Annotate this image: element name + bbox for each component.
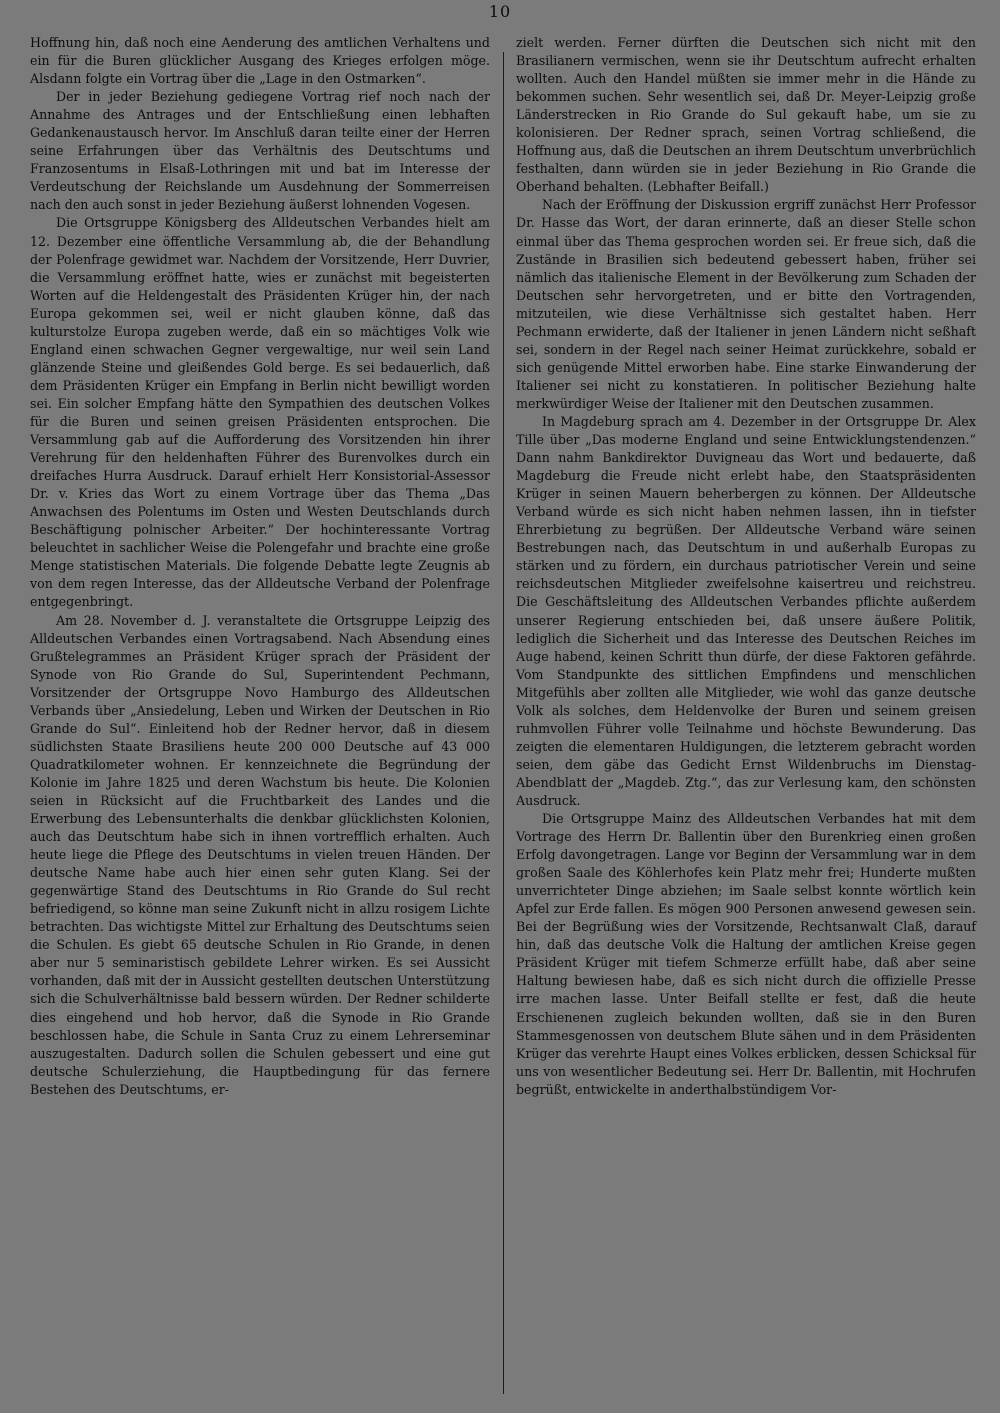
paragraph-discussion: Nach der Eröffnung der Diskussion ergriff zunächst Herr Professor Dr. Hasse das Wort, der daran erinnerte, daß an dieser Stelle schon einmal über das Thema gesprochen worden sei. Er freue sich, daß die Zustände in Brasilien sich bedeutend gebessert haben, früher sei nämlich das italienische Element in der Bevölkerung zum Schaden der Deutschen sehr hervorgetreten, und er bitte den Vortragenden, mitzuteilen, wie diese Verhältnisse sich gestaltet haben. Herr Pechmann erwiderte, daß der Italiener in jenen Ländern nicht seßhaft sei, sondern in der Regel nach seiner Heimat zurückkehre, sobald er sich genügende Mittel erworben habe. Eine starke Einwanderung der Italiener sei nicht zu konstatieren. In politischer Beziehung halte merkwürdiger Weise der Italiener mit den Deutschen zusammen. — [516, 197, 976, 411]
left-column — [30, 34, 490, 1394]
paragraph-leipzig: Am 28. November d. J. veranstaltete die Ortsgruppe Leipzig des Alldeutschen Verbandes einen Vortragsabend. Nach Absendung eines Grußtelegrammes an Präsident Krüger sprach der Präsident der Synode von Rio Grande do Sul, Superintendent Pechmann, Vorsitzender der Ortsgruppe Novo Hamburgo des Alldeutschen Verbands über „Ansiedelung, Leben und Wirken der Deutschen in Rio Grande do Sul“. Einleitend hob der Redner hervor, daß in diesem südlichsten Staate Brasiliens heute 200 000 Deutsche auf 43 000 Quadratkilometer wohnen. Er kennzeichnete die Begründung der Kolonie im Jahre 1825 und deren Wachstum bis heute. Die Kolonien seien in Rücksicht auf die Fruchtbarkeit des Landes und die Erwerbung des Lebensunterhalts die denkbar glücklichsten Kolonien, auch das Deutschtum habe sich in ihnen vortrefflich erhalten. Auch heute liege die Pflege des Deutschtums in vielen treuen Händen. Der deutsche Name habe auch hier einen sehr guten Klang. Sei der gegenwärtige Stand des Deutschtums in Rio Grande do Sul recht befriedigend, so könne man seine Zukunft nicht in allzu rosigem Lichte betrachten. Das wichtigste Mittel zur Erhaltung des Deutschtums seien die Schulen. Es giebt 65 deutsche Schulen in Rio Grande, in denen aber nur 5 seminaristisch gebildete Lehrer wirken. Es sei Aussicht vorhanden, daß mit der in Aussicht gestellten deutschen Unterstützung sich die Schulverhältnisse bald bessern würden. Der Redner schilderte dies eingehend und hob hervor, daß die Synode in Rio Grande beschlossen habe, die Schule in Santa Cruz zu einem Lehrerseminar auszugestalten. Dadurch sollen die Schulen gebessert und eine gut deutsche Schulerziehung, die Hauptbedingung für das fernere Bestehen des Deutschtums, er- — [30, 612, 490, 1097]
right-column — [516, 34, 976, 1394]
page-number: 10 — [488, 2, 512, 21]
paragraph-magdeburg: In Magdeburg sprach am 4. Dezember in der Ortsgruppe Dr. Alex Tille über „Das moderne England und seine Entwicklungstendenzen.“ Dann nahm Bankdirektor Duvigneau das Wort und bedauerte, daß Magdeburg die Freude nicht erlebt habe, den Staatspräsidenten Krüger in seinen Mauern beherbergen zu können. Der Alldeutsche Verband würde es sich nicht haben nehmen lassen, ihn in tiefster Ehrerbietung zu begrüßen. Der Alldeutsche Verband wäre seinen Bestrebungen nach, das Deutschtum in und außerhalb Europas zu stärken und zu fördern, ein durchaus patriotischer Verein und seine reichsdeutschen Mitglieder zweifelsohne kaisertreu und reichstreu. Die Geschäftsleitung des Alldeutschen Verbandes pflichte außerdem unserer Regierung entschieden bei, daß unsere äußere Politik, lediglich die Sicherheit und das Interesse des Deutschen Reiches im Auge habend, keinen Schritt thun dürfe, der diese Faktoren gefährde. Vom Standpunkte des sittlichen Empfindens und menschlichen Mitgefühls aber zollten alle Mitglieder, wie wohl das ganze deutsche Volk als solches, dem Heldenvolke der Buren und seinem greisen ruhmvollen Führer volle Teilnahme und höchste Bewunderung. Das zeigten die elementaren Huldigungen, die letzterem gebracht worden seien, dem gäbe das Gedicht Ernst Wildenbruchs im Dienstag-Abendblatt der „Magdeb. Ztg.“, das zur Verlesung kam, den schönsten Ausdruck. — [516, 413, 976, 808]
paragraph-koenigsberg: Die Ortsgruppe Königsberg des Alldeutschen Verbandes hielt am 12. Dezember eine öffentliche Versammlung ab, die der Behandlung der Polenfrage gewidmet war. Nachdem der Vorsitzende, Herr Duvrier, die Versammlung eröffnet hatte, wies er zunächst mit begeisterten Worten auf die Heldengestalt des Präsidenten Krüger hin, der nach Europa gekommen sei, weil er nicht glauben könne, daß das kulturstolze Europa zugeben werde, daß ein so mächtiges Volk wie England einen schwachen Gegner vergewaltige, nur weil sein Land glänzende Steine und gleißendes Gold berge. Es sei bedauerlich, daß dem Präsidenten Krüger ein Empfang in Berlin nicht bewilligt worden sei. Ein solcher Empfang hätte den Sympathien des deutschen Volkes für die Buren und seinen greisen Präsidenten entsprochen. Die Versammlung gab auf die Aufforderung des Vorsitzenden hin ihrer Verehrung für den heldenhaften Führer des Burenvolkes durch ein dreifaches Hurra Ausdruck. Darauf erhielt Herr Konsistorial-Assessor Dr. v. Kries das Wort zu einem Vortrage über das Thema „Das Anwachsen des Polentums im Osten und Westen Deutschlands durch Beschäftigung polnischer Arbeiter.“ Der hochinteressante Vortrag beleuchtet in sachlicher Weise die Polengefahr und brachte eine große Menge statistischen Materials. Die folgende Debatte legte Zeugnis ab von dem regen Interesse, das der Alldeutsche Verband der Polenfrage entgegenbringt. — [30, 215, 490, 610]
paragraph-continued: Hoffnung hin, daß noch eine Aenderung des amtlichen Verhaltens und ein für die Buren glücklicher Ausgang des Krieges erfolgen möge. Alsdann folgte ein Vortrag über die „Lage in den Ostmarken“. — [30, 35, 490, 87]
paragraph-continued-right: zielt werden. Ferner dürften die Deutschen sich nicht mit den Brasilianern vermischen, wenn sie ihr Deutschtum aufrecht erhalten wollten. Auch den Handel müßten sie immer mehr in die Hände zu bekommen suchen. Sehr wesentlich sei, daß Dr. Meyer-Leipzig große Länderstrecken in Rio Grande do Sul gekauft habe, um sie zu kolonisieren. Der Redner sprach, seinen Vortrag schließend, die Hoffnung aus, daß die Deutschen an ihrem Deutschtum unverbrüchlich festhalten, dann würden sie in jeder Beziehung in Rio Grande die Oberhand behalten. (Lebhafter Beifall.) — [516, 35, 976, 195]
column-divider — [503, 52, 504, 1394]
paragraph-elsass-lothringen: Der in jeder Beziehung gediegene Vortrag rief noch nach der Annahme des Antrages und der Entschließung einen lebhaften Gedankenaustausch hervor. Im Anschluß daran teilte einer der Herren seine Erfahrungen über das Verhältnis des Deutschtums und Franzosentums in Elsaß-Lothringen mit und bat im Interesse der Verdeutschung der Reichslande um Ausdehnung der Sommerreisen nach den auch sonst in jeder Beziehung äußerst lohnenden Vogesen. — [30, 89, 490, 213]
text-columns — [30, 34, 976, 1394]
paragraph-mainz: Die Ortsgruppe Mainz des Alldeutschen Verbandes hat mit dem Vortrage des Herrn Dr. Ballentin über den Burenkrieg einen großen Erfolg davongetragen. Lange vor Beginn der Versammlung war in dem großen Saale des Köhlerhofes kein Platz mehr frei; Hunderte mußten unverrichteter Dinge abziehen; im Saale selbst konnte wörtlich kein Apfel zur Erde fallen. Es mögen 900 Personen anwesend gewesen sein. Bei der Begrüßung wies der Vorsitzende, Rechtsanwalt Claß, darauf hin, daß das deutsche Volk die Haltung der amtlichen Kreise gegen Präsident Krüger mit tiefem Schmerze erfüllt habe, daß aber seine Haltung bewiesen habe, daß es sich nicht durch die offizielle Presse irre machen lasse. Unter Beifall stellte er fest, daß die heute Erschienenen zugleich bekunden wollten, daß sie in den Buren Stammesgenossen von deutschem Blute sähen und in dem Präsidenten Krüger das verehrte Haupt eines Volkes erblicken, dessen Schicksal für uns von wesentlicher Bedeutung sei. Herr Dr. Ballentin, mit Hochrufen begrüßt, entwickelte in anderthalbstündigem Vor- — [516, 811, 976, 1097]
